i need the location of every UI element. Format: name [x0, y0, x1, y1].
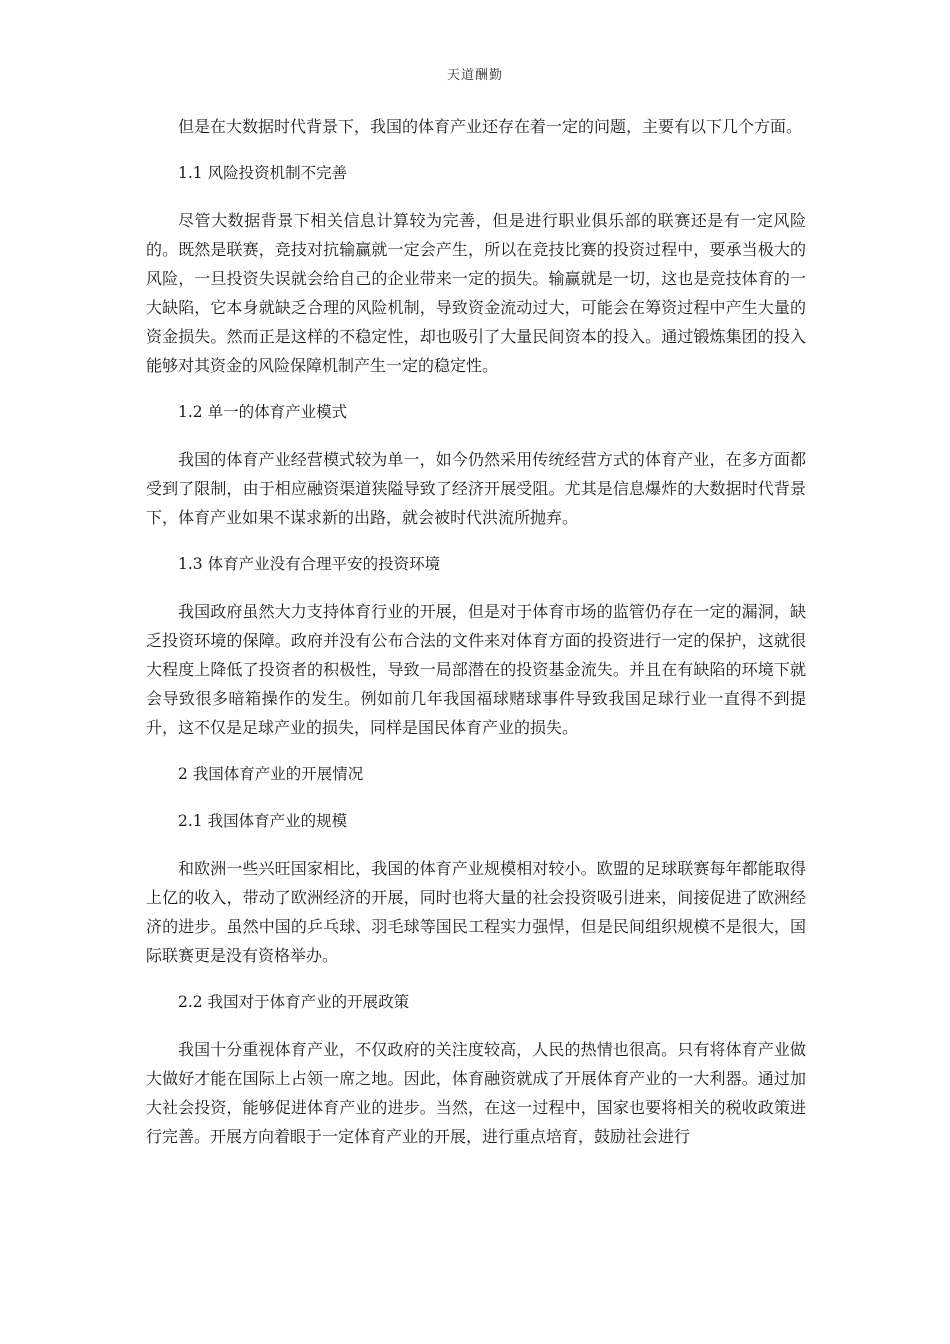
paragraph-single-model: 我国的体育产业经营模式较为单一，如今仍然采用传统经营方式的体育产业，在多方面都受到了限制，由于相应融资渠道狭隘导致了经济开展受阻。尤其是信息爆炸的大数据时代背景下，体育产业如果不谋求新的出路，就会被时代洪流所抛弃。: [146, 450, 806, 527]
section-heading-2-2: 2.2 我国对于体育产业的开展政策: [178, 993, 410, 1011]
document-body: [146, 112, 806, 1169]
section-heading-2-1: 2.1 我国体育产业的规模: [178, 812, 348, 830]
paragraph-industry-scale: 和欧洲一些兴旺国家相比，我国的体育产业规模相对较小。欧盟的足球联赛每年都能取得上亿的收入，带动了欧洲经济的开展，同时也将大量的社会投资吸引进来，间接促进了欧洲经济的进步。虽然中国的乒乓球、羽毛球等国民工程实力强悍，但是民间组织规模不是很大，国际联赛更是没有资格举办。: [146, 859, 806, 965]
paragraph-investment-environment: 我国政府虽然大力支持体育行业的开展，但是对于体育市场的监管仍存在一定的漏洞，缺乏投资环境的保障。政府并没有公布合法的文件来对体育方面的投资进行一定的保护，这就很大程度上降低了投资者的积极性，导致一局部潜在的投资基金流失。并且在有缺陷的环境下就会导致很多暗箱操作的发生。例如前几年我国福球赌球事件导致我国足球行业一直得不到提升，这不仅是足球产业的损失，同样是国民体育产业的损失。: [146, 602, 806, 737]
section-heading-2: 2 我国体育产业的开展情况: [178, 765, 364, 783]
paragraph-risk-investment: 尽管大数据背景下相关信息计算较为完善，但是进行职业俱乐部的联赛还是有一定风险的。既然是联赛，竞技对抗输赢就一定会产生，所以在竞技比赛的投资过程中，要承当极大的风险，一旦投资失误就会给自己的企业带来一定的损失。输赢就是一切，这也是竞技体育的一大缺陷，它本身就缺乏合理的风险机制，导致资金流动过大，可能会在筹资过程中产生大量的资金损失。然而正是这样的不稳定性，却也吸引了大量民间资本的投入。通过锻炼集团的投入能够对其资金的风险保障机制产生一定的稳定性。: [146, 211, 806, 375]
section-heading-1-2: 1.2 单一的体育产业模式: [178, 403, 348, 421]
paragraph-intro: 但是在大数据时代背景下，我国的体育产业还存在着一定的问题，主要有以下几个方面。: [178, 117, 803, 136]
section-heading-1-3: 1.3 体育产业没有合理平安的投资环境: [178, 555, 441, 573]
page-header: 天道酬勤: [446, 68, 503, 83]
section-heading-1-1: 1.1 风险投资机制不完善: [178, 164, 348, 182]
paragraph-development-policy: 我国十分重视体育产业，不仅政府的关注度较高，人民的热情也很高。只有将体育产业做大做好才能在国际上占领一席之地。因此，体育融资就成了开展体育产业的一大利器。通过加大社会投资，能够促进体育产业的进步。当然，在这一过程中，国家也要将相关的税收政策进行完善。开展方向着眼于一定体育产业的开展，进行重点培育，鼓励社会进行: [146, 1040, 806, 1146]
